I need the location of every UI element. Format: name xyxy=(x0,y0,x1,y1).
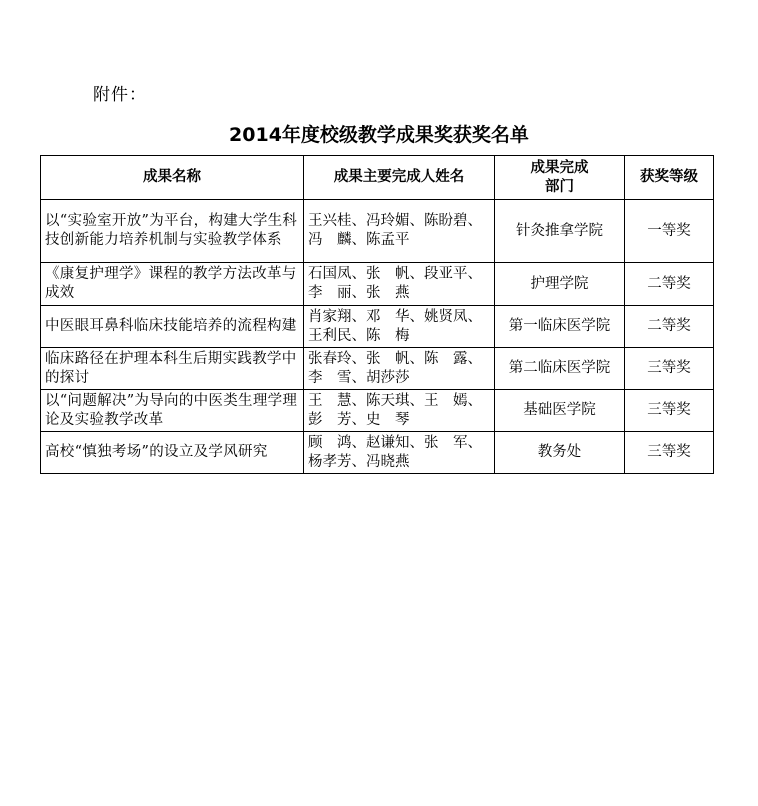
award-grade-cell: 三等奖 xyxy=(625,390,714,432)
awards-table xyxy=(40,155,714,474)
table-row xyxy=(41,390,714,432)
contributors-cell: 顾 鸿、赵谦知、张 军、 杨孝芳、冯晓燕 xyxy=(304,432,495,474)
award-grade-cell: 三等奖 xyxy=(625,432,714,474)
contributors-cell: 张春玲、张 帆、陈 露、 李 雪、胡莎莎 xyxy=(304,348,495,390)
header-department xyxy=(495,156,625,200)
table-row xyxy=(41,306,714,348)
table-header-row xyxy=(41,156,714,200)
department-cell: 第一临床医学院 xyxy=(495,306,625,348)
department-cell: 护理学院 xyxy=(495,263,625,306)
achievement-name-cell: 中医眼耳鼻科临床技能培养的流程构建 xyxy=(41,306,304,348)
achievement-name-cell: 《康复护理学》课程的教学方法改革与成效 xyxy=(41,263,304,306)
document-title: 2014年度校级教学成果奖获奖名单 xyxy=(229,124,529,146)
header-department-line1: 成果完成 xyxy=(530,159,589,176)
header-department-line2: 部门 xyxy=(545,178,574,195)
award-grade-cell: 二等奖 xyxy=(625,306,714,348)
department-cell: 针灸推拿学院 xyxy=(495,200,625,263)
award-grade-cell: 三等奖 xyxy=(625,348,714,390)
table-row xyxy=(41,348,714,390)
achievement-name-cell: 以“问题解决”为导向的中医类生理学理论及实验教学改革 xyxy=(41,390,304,432)
table-row xyxy=(41,432,714,474)
header-award-grade: 获奖等级 xyxy=(625,156,714,200)
attachment-label: 附件： xyxy=(93,85,147,105)
contributors-cell: 王兴桂、冯玲媚、陈盼碧、 冯 麟、陈孟平 xyxy=(304,200,495,263)
contributors-cell: 肖家翔、邓 华、姚贤凤、 王利民、陈 梅 xyxy=(304,306,495,348)
achievement-name-cell: 以“实验室开放”为平台，构建大学生科技创新能力培养机制与实验教学体系 xyxy=(41,200,304,263)
contributors-cell: 王 慧、陈天琪、王 嫣、 彭 芳、史 琴 xyxy=(304,390,495,432)
header-achievement-name: 成果名称 xyxy=(41,156,304,200)
table-row xyxy=(41,200,714,263)
contributors-cell: 石国凤、张 帆、段亚平、 李 丽、张 燕 xyxy=(304,263,495,306)
department-cell: 基础医学院 xyxy=(495,390,625,432)
achievement-name-cell: 临床路径在护理本科生后期实践教学中的探讨 xyxy=(41,348,304,390)
department-cell: 第二临床医学院 xyxy=(495,348,625,390)
header-main-contributors: 成果主要完成人姓名 xyxy=(304,156,495,200)
department-cell: 教务处 xyxy=(495,432,625,474)
table-row xyxy=(41,263,714,306)
award-grade-cell: 一等奖 xyxy=(625,200,714,263)
award-grade-cell: 二等奖 xyxy=(625,263,714,306)
achievement-name-cell: 高校“慎独考场”的设立及学风研究 xyxy=(41,432,304,474)
